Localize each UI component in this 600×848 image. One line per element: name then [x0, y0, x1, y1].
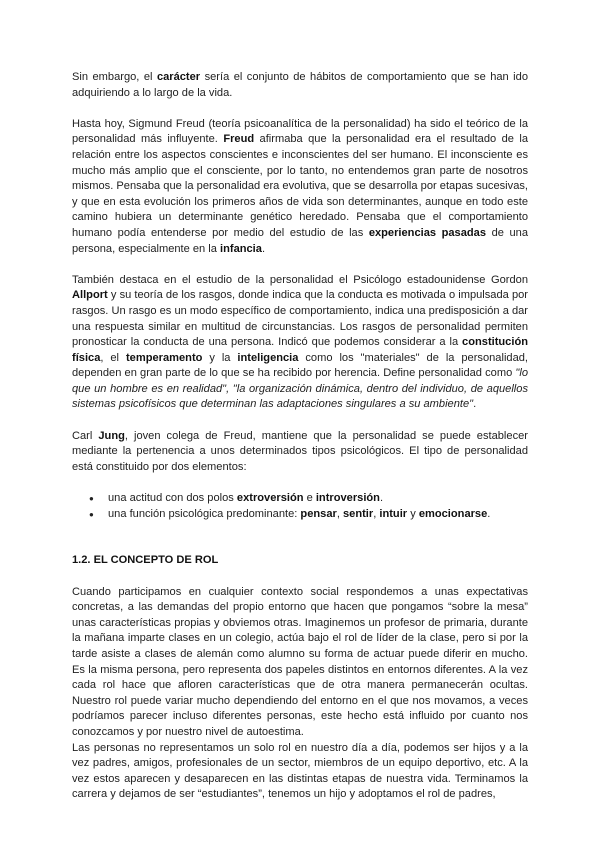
paragraph-freud: Hasta hoy, Sigmund Freud (teoría psicoanalítica de la personalidad) ha sido el teórico de la personalidad más influyente. Freud afirmaba que la personalidad era el resultado de la relación entre los aspectos conscientes e inconscientes del ser humano. El inconsciente es mucho más amplio que el consciente, por lo tanto, no entendemos gran parte de nosotros mismos. Pensaba que la personalidad era evolutiva, que se desarrolla por etapas sucesivas, y que en esta evolución los primeros años de vida son determinantes, aunque en todo este camino hubiera un determinante genético heredado. Pensaba que el comportamiento humano podía entenderse por medio del estudio de las experiencias pasadas de una persona, especialmente en la infancia.	[72, 117, 528, 255]
bullet-list	[72, 491, 528, 522]
paragraph-rol-intro: Cuando participamos en cualquier contexto social respondemos a unas expectativas concretas, a las demandas del propio entorno que hacen que pongamos “sobre la mesa” unas características propias y obviemos otras. Imaginemos un profesor de primaria, durante la mañana imparte clases en un colegio, actúa bajo el rol de líder de la clase, pero si por la tarde asiste a clases de alemán como alumno su forma de actuar puede diferir en mucho. Es la misma persona, pero representa dos papeles distintos en entornos diferentes. A la vez cada rol hace que afloren características que de otra manera permanecerán ocultas. Nuestro rol puede variar mucho dependiendo del entorno en el que nos movamos, a veces podríamos parecer incluso diferentes personas, este hecho está influido por cuanto nos conozcamos y por nuestro nivel de autoestima.	[72, 585, 528, 738]
paragraph-rol-multiple: Las personas no representamos un solo rol en nuestro día a día, podemos ser hijos y a la vez padres, amigos, profesionales de un sector, miembros de un equipo deportivo, etc. A la vez estos aparecen y desaparecen en las distintas etapas de nuestra vida. Terminamos la carrera y dejamos de ser “estudiantes”, tenemos un hijo y adoptamos el rol de padres,	[72, 741, 528, 801]
list-item: ● una función psicológica predominante: pensar, sentir, intuir y emocionarse.	[72, 507, 528, 523]
paragraph-allport: También destaca en el estudio de la personalidad el Psicólogo estadounidense Gordon Allport y su teoría de los rasgos, donde indica que la conducta es motivada o impulsada por rasgos. Un rasgo es un modo específico de comportamiento, indica una predisposición a dar una respuesta similar en multitud de circunstancias. Los rasgos de personalidad permiten pronosticar la conducta de una persona. Indicó que podemos considerar a la constitución física, el temperamento y la inteligencia como los "materiales" de la personalidad, dependen en gran parte de lo que se ha recibido por herencia. Define personalidad como "lo que un hombre es en realidad", "la organización dinámica, dentro del individuo, de aquellos sistemas psicofísicos que determinan las adaptaciones singulares a su ambiente".	[72, 273, 528, 411]
paragraph-caracter: Sin embargo, el carácter sería el conjunto de hábitos de comportamiento que se han ido adquiriendo a lo largo de la vida.	[72, 71, 528, 99]
section-heading: 1.2. EL CONCEPTO DE ROL	[72, 554, 219, 567]
paragraph-jung: Carl Jung, joven colega de Freud, mantiene que la personalidad se puede establecer mediante la pertenencia a unos determinados tipos psicológicos. El tipo de personalidad está constituido por dos elementos:	[72, 429, 528, 473]
list-item: ● una actitud con dos polos extroversión e introversión.	[72, 491, 528, 507]
